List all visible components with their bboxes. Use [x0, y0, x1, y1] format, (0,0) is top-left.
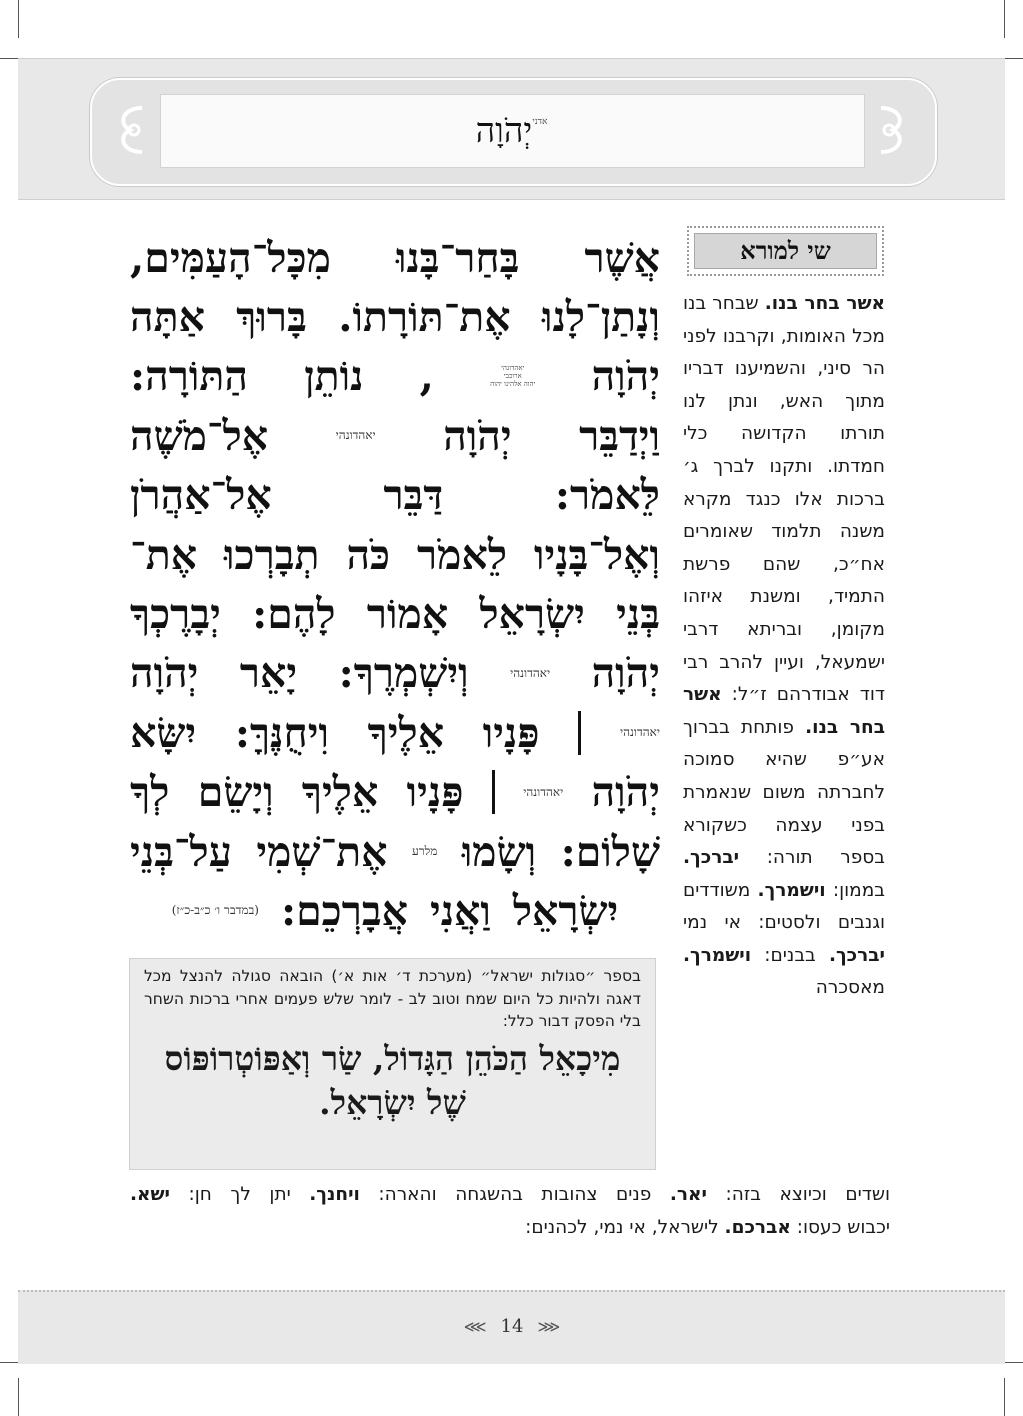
prayer-word: אֵלֶיךָ — [367, 708, 445, 757]
prayer-word: פָּנָיו — [482, 708, 540, 757]
commentary-text: לישראל, אי נמי, לכהנים: — [525, 1217, 725, 1238]
kavana-annotation: יאהדונהי — [619, 725, 660, 740]
prayer-line — [130, 703, 660, 762]
prayer-word: וְאֶל־בָּנָיו — [533, 530, 660, 579]
prayer-text — [130, 228, 660, 940]
prayer-word: וְשָׂמוּ — [461, 827, 537, 876]
prayer-word: מִכָּל־הָעַמִּים, — [130, 233, 331, 282]
prayer-word: הַתּוֹרָה: — [130, 352, 248, 401]
prayer-word: אֶל־מֹשֶׁה — [130, 411, 269, 460]
prayer-word: נוֹתֵן — [304, 352, 364, 401]
prayer-line — [130, 347, 660, 406]
segula-recitation: מִיכָאֵל הַכֹּהֵן הַגָּדוֹל, שַׂר וְאַפּוֹטְרוֹפּוֹס שֶׁל יִשְׂרָאֵל. — [164, 1038, 621, 1122]
crop-mark — [1004, 0, 1005, 38]
bold-keyword: וישמרך. — [683, 944, 752, 966]
commentary-text: מאסכרה — [815, 977, 885, 999]
bold-keyword: יברכך. — [828, 944, 885, 966]
separator-bar — [492, 770, 495, 814]
separator-bar — [578, 711, 581, 755]
bold-keyword: ויחנך. — [309, 1184, 360, 1205]
sidebar-commentary — [683, 288, 885, 1005]
prayer-word: יָאֵר — [239, 649, 298, 698]
swirl-ornament-icon — [112, 102, 152, 158]
commentary-text: יתן לך חן: — [169, 1184, 310, 1205]
prayer-word: דַּבֵּר — [383, 471, 444, 520]
prayer-word: יִשְׂרָאֵל — [512, 886, 619, 935]
prayer-line — [130, 763, 660, 822]
prayer-word: אֶת־ — [130, 530, 198, 579]
kavana-annotation: יאהדונהי — [523, 784, 564, 799]
prayer-line — [130, 228, 660, 287]
commentary-text: ושדים וכיוצא בזה: — [706, 1184, 890, 1205]
prayer-word: אֶת־שְׁמִי — [256, 827, 388, 876]
bold-keyword: וישמרך. — [757, 879, 826, 901]
prayer-word: אַתָּה — [130, 293, 205, 342]
bold-keyword: אשר בחר בנו. — [683, 684, 885, 738]
prayer-word: לְךָ — [130, 768, 170, 817]
prayer-line — [130, 525, 660, 584]
commentary-line — [130, 1178, 890, 1211]
ornament-icon: ⋙ — [537, 1316, 561, 1336]
prayer-word: יְהֹוָה — [591, 352, 660, 401]
bold-keyword: יברכך. — [683, 847, 740, 869]
commentary-text: בממון: — [825, 879, 885, 901]
prayer-word: לֵּאמֹר: — [554, 471, 660, 520]
prayer-line — [130, 822, 660, 881]
prayer-word: אֲבָרְכֵם: — [280, 886, 408, 935]
prayer-word: כֹּה — [346, 530, 391, 579]
prayer-word: יִשְׂרָאֵל — [479, 590, 585, 639]
page-number: 14 — [500, 1315, 524, 1337]
prayer-line — [130, 287, 660, 346]
crop-mark — [18, 0, 19, 38]
prayer-line — [130, 406, 660, 465]
segula-intro: בספר ״סגולות ישראל״ (מערכת ד׳ אות א׳) הובאה סגולה להנצל מכל דאגה ולהיות כל היום שמח וטוב לב - לומר שלש פעמים אחרי ברכות השחר בלי הפסק דבור כלל: — [144, 967, 641, 1030]
prayer-line — [130, 644, 660, 703]
swirl-ornament-icon — [871, 102, 911, 158]
page-number-area — [463, 1312, 561, 1340]
crop-mark — [18, 1378, 19, 1416]
prayer-word: אֲשֶׁר — [584, 233, 660, 282]
prayer-word: בָּחַר־בָּנוּ — [395, 233, 520, 282]
prayer-word: וִיחֻנֶּךָּ: — [234, 708, 329, 757]
prayer-word: , — [419, 352, 434, 401]
commentary-text: משודדים וגנבים ולסטים: אי נמי — [683, 879, 885, 934]
prayer-word: בְּנֵי — [616, 590, 660, 639]
mlrua-annotation: מלרע — [411, 844, 438, 859]
prayer-word: שָׁלוֹם: — [560, 827, 660, 876]
prayer-word: אֶת־תּוֹרָתוֹ. — [338, 293, 511, 342]
page-title-sub: אדני — [532, 116, 548, 127]
prayer-line — [130, 881, 660, 940]
prayer-word: יְהֹוָה — [591, 649, 660, 698]
commentary-continued — [130, 1178, 890, 1244]
commentary-text: פנים צהובות בהשגחה והארה: — [359, 1184, 670, 1205]
bold-keyword: יאר. — [669, 1184, 707, 1205]
prayer-word: אָמוֹר — [366, 590, 449, 639]
prayer-word: יְהֹוָה — [443, 411, 512, 460]
commentary-line — [130, 1211, 890, 1244]
kavana-annotation: יאהדונהי — [510, 665, 551, 680]
commentary-text: פותחת בברוך אע״פ שהיא סמוכה לחברתה משום שנאמרת בפני עצמה כשקורא בספר תורה: — [683, 716, 885, 869]
prayer-word: יִשָּׂא — [130, 708, 197, 757]
prayer-word: יְבָרֶכְךָ — [130, 590, 221, 639]
commentary-text: בבנים: — [751, 944, 829, 966]
prayer-word: וְנָתַן־לָנוּ — [542, 293, 660, 342]
prayer-word: אֶל־אַהֲרֹן — [130, 471, 272, 520]
bold-keyword: אשר בחר בנו. — [764, 293, 885, 314]
crop-mark — [1004, 1378, 1005, 1416]
bold-keyword: ישא. — [130, 1184, 170, 1205]
header-title-box — [160, 94, 865, 168]
commentary-text: שבחר בנו מכל האומות, וקרבנו לפני הר סיני, והשמיענו דבריו מתוך האש, ונתן לנו תורתו הקדושה כלי חמדתו. ותקנו לברך ג׳ ברכות אלו כנגד מקרא משנה תלמוד שאומרים אח״כ, שהם פרשת התמיד, ומשנת איזהו מקומן, ובריתא דרבי ישמעאל, ועיין להרב רבי דוד אבודרהם ז״ל: — [683, 293, 885, 706]
prayer-word: תְבָרְכוּ — [224, 530, 320, 579]
prayer-word: עַל־בְּנֵי — [130, 827, 232, 876]
bold-keyword: אברכם. — [724, 1217, 791, 1238]
prayer-line — [130, 584, 660, 643]
prayer-word: לָהֶם: — [252, 590, 336, 639]
prayer-word: וַאֲנִי — [429, 886, 491, 935]
prayer-word: וַיְדַבֵּר — [579, 411, 660, 460]
kavana-annotation: יאהדונהי — [335, 428, 376, 443]
prayer-word: יְהֹוָה — [130, 649, 199, 698]
prayer-word: לֵאמֹר — [417, 530, 507, 579]
sidebar-heading: שי למורא — [694, 233, 877, 269]
kavana-annotation: יאהדונהי ארוכבי יהוה אלהינו יהוה — [490, 364, 536, 389]
prayer-word: אֵלֶיךָ — [301, 768, 379, 817]
prayer-word: פָּנָיו — [406, 768, 464, 817]
verse-citation: (במדבר ו׳ כ״ב-כ״ז) — [171, 903, 259, 918]
prayer-word: וְיִשְׁמְרֶךָ: — [338, 649, 469, 698]
prayer-line — [130, 466, 660, 525]
segula-box — [129, 958, 656, 1170]
ornament-icon: ⋘ — [463, 1316, 487, 1336]
page-title: יְהֹוָה — [475, 111, 533, 151]
commentary-text: יכבוש כעסו: — [790, 1217, 890, 1238]
prayer-word: יְהֹוָה — [591, 768, 660, 817]
prayer-word: בָּרוּךְ — [236, 293, 307, 342]
sidebar-heading-box — [687, 226, 884, 276]
prayer-word: וְיָשֵׂם — [197, 768, 274, 817]
